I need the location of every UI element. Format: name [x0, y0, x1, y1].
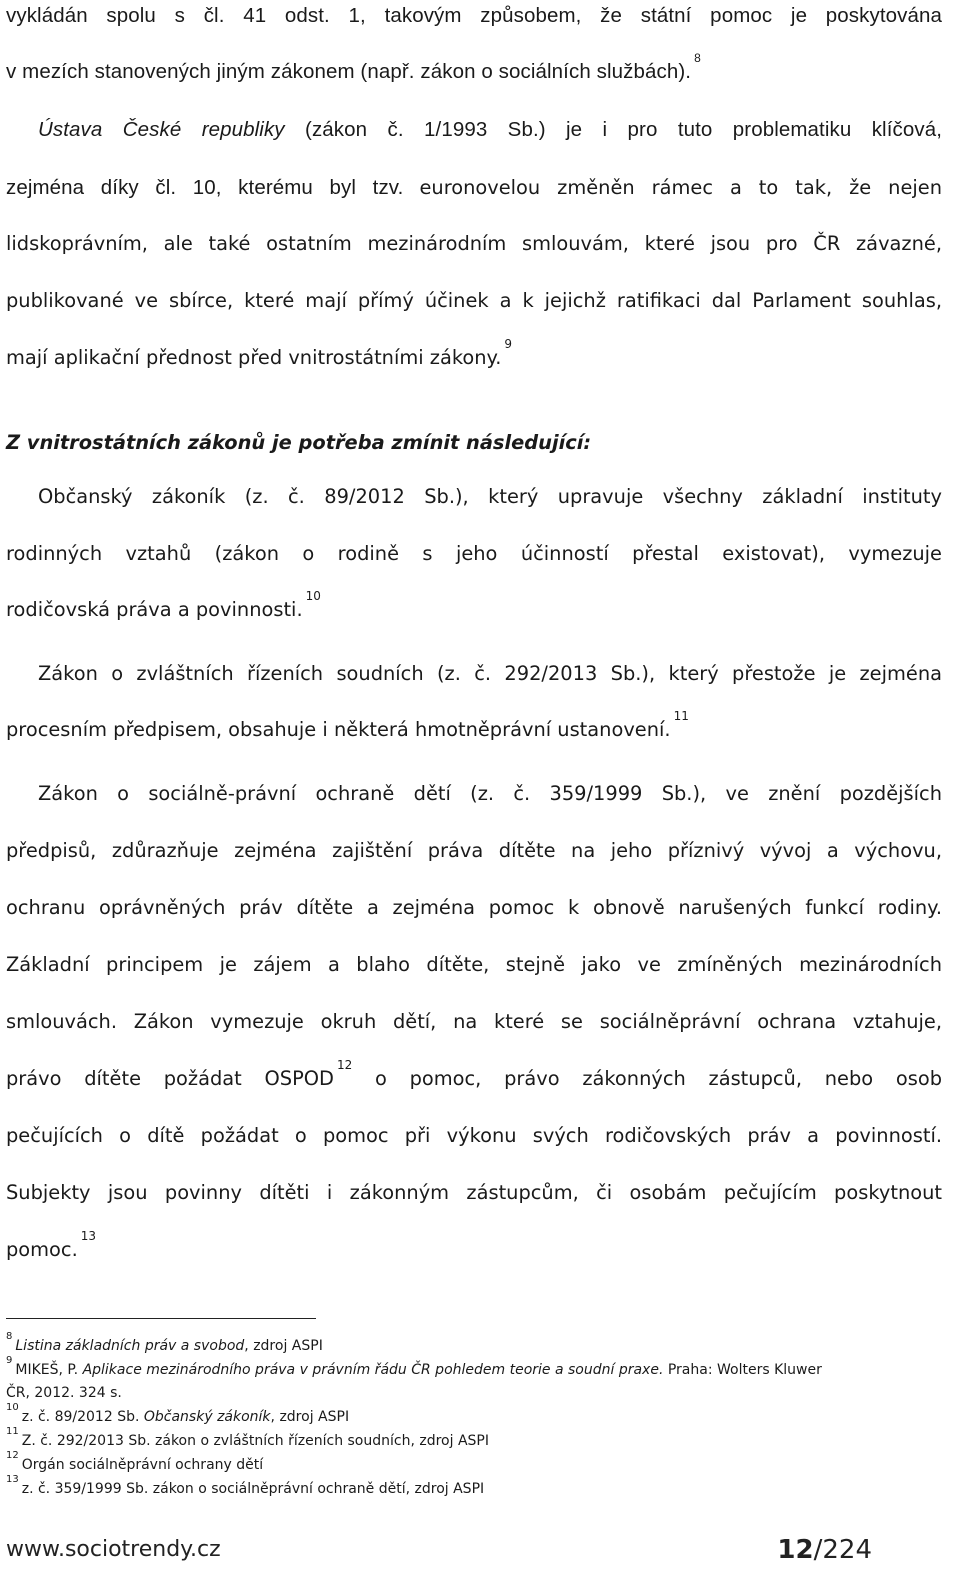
paragraph-3-line-2: rodinných vztahů (zákon o rodině s jeho účinností přestal existovat), vymezuje — [6, 542, 942, 565]
paragraph-5-line-8: Subjekty jsou povinny dítěti i zákonným zástupcům, či osobám pečujícím poskytnout — [6, 1181, 942, 1204]
footnote-separator — [6, 1318, 316, 1319]
page-current: 12 — [777, 1535, 814, 1565]
paragraph-2-line-3: lidskoprávním, ale také ostatním mezinárodním smlouvám, které jsou pro ČR závazné, — [6, 232, 942, 255]
paragraph-5-line-1: Zákon o sociálně-právní ochraně dětí (z. č. 359/1999 Sb.), ve znění pozdějších — [38, 782, 942, 805]
paragraph-2-line-4: publikované ve sbírce, které mají přímý účinek a k jejichž ratifikaci dal Parlament souhlas, — [6, 289, 942, 312]
paragraph-1-line-2: v mezích stanovených jiným zákonem (např. zákon o sociálních službách).$^8$ — [6, 51, 701, 83]
paragraph-5-line-6: právo dítěte požádat OSPOD$^{12}$ o pomoc, právo zákonných zástupců, nebo osob — [6, 1058, 943, 1090]
footnote-ref-12[interactable]: 12 — [336, 1058, 353, 1072]
paragraph-1-line-1: vykládán spolu s čl. 41 odst. 1, takovým způsobem, že státní pomoc je poskytována — [6, 4, 942, 27]
page-total: 224 — [822, 1535, 872, 1565]
paragraph-2-line-1: Ústava České republiky (zákon č. 1/1993 Sb.) je i pro tuto problematiku klíčová, — [38, 118, 942, 141]
section-heading: Z vnitrostátních zákonů je potřeba zmínit následující: — [6, 431, 592, 454]
page-number: 12/224 — [777, 1535, 872, 1565]
footnote-ref-9[interactable]: 9 — [504, 337, 513, 351]
paragraph-5-line-9: pomoc.$^{13}$ — [6, 1229, 97, 1261]
footnote-9: $^9$MIKEŠ, P. Aplikace mezinárodního práva v právním řádu ČR pohledem teorie a soudní praxe. Praha: Wolters Kluwer — [6, 1355, 822, 1378]
footnote-ref-8[interactable]: 8 — [694, 51, 701, 65]
paragraph-5-line-2: předpisů, zdůrazňuje zejména zajištění práva dítěte na jeho příznivý vývoj a výchovu, — [6, 839, 942, 862]
footnote-9-line-2: ČR, 2012. 324 s. — [6, 1385, 122, 1401]
footnote-11: $^{11}$Z. č. 292/2013 Sb. zákon o zvláštních řízeních soudních, zdroj ASPI — [6, 1426, 489, 1449]
paragraph-5-line-3: ochranu oprávněných práv dítěte a zejména pomoc k obnově narušených funkcí rodiny. — [6, 896, 942, 919]
paragraph-2-line-5: mají aplikační přednost před vnitrostátními zákony.$^9$ — [6, 337, 513, 369]
footnote-13: $^{13}$z. č. 359/1999 Sb. zákon o sociálněprávní ochraně dětí, zdroj ASPI — [6, 1474, 485, 1497]
paragraph-5-line-4: Základní principem je zájem a blaho dítěte, stejně jako ve zmíněných mezinárodních — [6, 953, 942, 976]
footnote-ref-11[interactable]: 11 — [673, 709, 689, 723]
footer-website-link[interactable]: www.sociotrendy.cz — [6, 1537, 221, 1562]
paragraph-3-line-3: rodičovská práva a povinnosti.$^{10}$ — [6, 589, 321, 621]
footnote-12: $^{12}$Orgán sociálněprávní ochrany dětí — [6, 1450, 264, 1473]
paragraph-4-line-2: procesním předpisem, obsahuje i některá hmotněprávní ustanovení.$^{11}$ — [6, 709, 689, 741]
footnote-8: $^8$Listina základních práv a svobod, zdroj ASPI — [6, 1331, 323, 1354]
footnote-ref-10[interactable]: 10 — [305, 589, 321, 603]
footnote-ref-13[interactable]: 13 — [80, 1229, 97, 1243]
paragraph-5-line-7: pečujících o dítě požádat o pomoc při výkonu svých rodičovských práv a povinností. — [6, 1124, 942, 1147]
paragraph-2-line-2: zejména díky čl. 10, kterému byl tzv. euronovelou změněn rámec a to tak, že nejen — [6, 176, 942, 199]
paragraph-5-line-5: smlouvách. Zákon vymezuje okruh dětí, na které se sociálněprávní ochrana vztahuje, — [6, 1010, 942, 1033]
paragraph-4-line-1: Zákon o zvláštních řízeních soudních (z. č. 292/2013 Sb.), který přestože je zejména — [38, 662, 942, 685]
footnote-10: $^{10}$z. č. 89/2012 Sb. Občanský zákoník, zdroj ASPI — [6, 1402, 350, 1425]
paragraph-3-line-1: Občanský zákoník (z. č. 89/2012 Sb.), který upravuje všechny základní instituty — [38, 485, 942, 508]
